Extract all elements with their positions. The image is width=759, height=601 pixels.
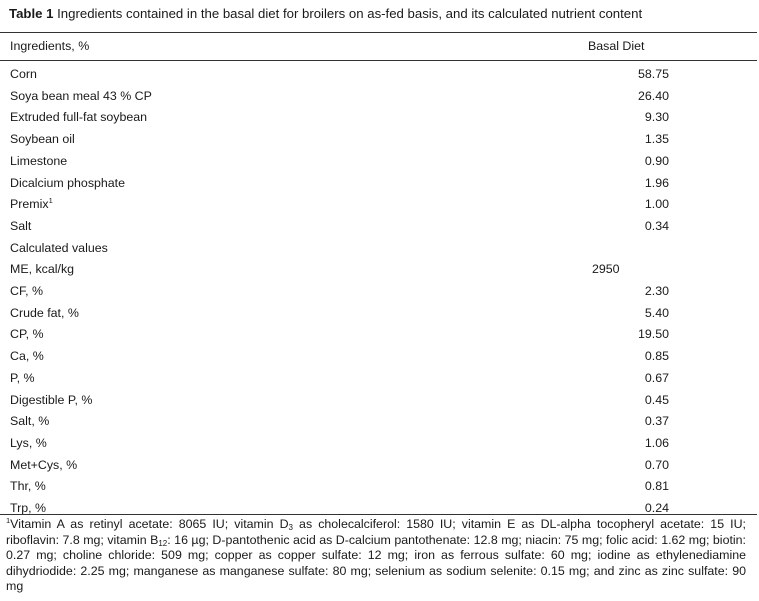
row-label-text: P, % <box>10 370 35 385</box>
row-value: 5.40 <box>644 305 669 320</box>
row-label <box>10 413 49 429</box>
row-value: 0.70 <box>644 457 669 472</box>
row-label-text: Trp, % <box>10 501 47 515</box>
row-label <box>10 175 125 191</box>
table-title: Ingredients contained in the basal diet for broilers on as-fed basis, and its calculated nutrient content <box>53 6 643 21</box>
row-value: 2950 <box>592 262 620 277</box>
row-label <box>10 261 74 277</box>
table-row <box>0 240 757 262</box>
row-value: 9.30 <box>644 110 669 125</box>
row-label <box>10 218 31 234</box>
row-value: 19.50 <box>637 327 669 342</box>
row-value: 0.81 <box>644 479 669 494</box>
row-label-text: Soya bean meal 43 % CP <box>10 88 152 103</box>
header-basal-diet: Basal Diet <box>588 39 645 53</box>
row-label <box>10 196 53 212</box>
row-value: 1.96 <box>644 175 669 190</box>
row-value: 1.35 <box>644 132 669 147</box>
row-label-text: Digestible P, % <box>10 392 93 407</box>
table-row <box>0 153 757 175</box>
row-label <box>10 153 67 169</box>
row-label-text: Crude fat, % <box>10 305 79 320</box>
row-label-text: Limestone <box>10 153 68 168</box>
row-label <box>10 88 152 104</box>
footnote-ref: 1 <box>48 196 53 206</box>
row-label-text: Dicalcium phosphate <box>10 175 126 190</box>
row-label-text: Premix <box>10 197 49 212</box>
table-row <box>0 109 757 131</box>
row-label-text: ME, kcal/kg <box>10 262 75 277</box>
row-label <box>10 283 43 299</box>
footnote-sub-d3: 3 <box>288 523 293 532</box>
table-row <box>0 435 757 457</box>
row-value: 2.30 <box>644 284 669 298</box>
row-value: 0.67 <box>644 370 669 385</box>
row-value: 1.00 <box>644 197 669 212</box>
row-label-text: CF, % <box>10 284 44 298</box>
row-value: 0.85 <box>644 349 669 364</box>
footnote-part-2: as cholecalciferol: 1580 IU; vitamin E as DL-alpha tocopheryl acetate: 15 IU; riboflavin: 7.8 mg; vitamin B <box>6 517 746 547</box>
row-label <box>10 370 35 386</box>
row-label-text: Salt, % <box>10 414 50 429</box>
table-row <box>0 196 757 218</box>
header-rule <box>0 60 757 61</box>
footnote-part-3: : 16 µg; D-pantothenic acid as D-calcium pantothenate: 12.8 mg; niacin: 75 mg; folic acid: 1.62 mg; biotin: 0.27 mg; choline chloride: 509 mg; copper as copper sulfate: 12 mg; iron as ferrous sulfate: 60 mg; iodine as ethylenediamine dihydriodide: 2.25 mg; manganese as manganese sulfate: 80 mg; selenium as sodium selenite: 0.15 mg; and zinc as zinc sulfate: 90 mg <box>6 532 746 594</box>
footnote-sub-b12: 12 <box>158 538 168 548</box>
bottom-rule <box>0 514 757 515</box>
row-value: 1.06 <box>644 435 669 450</box>
row-label-text: Salt <box>10 218 32 233</box>
row-label-text: Soybean oil <box>10 132 75 147</box>
row-value: 0.34 <box>644 218 669 233</box>
top-rule <box>0 32 757 33</box>
row-label-text: Thr, % <box>10 479 46 494</box>
table-row <box>0 218 757 240</box>
table-row <box>0 131 757 153</box>
row-label <box>10 392 92 408</box>
row-label <box>10 457 77 473</box>
row-value: 26.40 <box>637 88 669 103</box>
header-ingredients: Ingredients, % <box>10 39 90 53</box>
row-label-text: Calculated values <box>10 240 108 255</box>
table-row <box>0 261 757 283</box>
row-label <box>10 326 44 342</box>
footnote-part-1: Vitamin A as retinyl acetate: 8065 IU; vitamin D <box>10 517 289 531</box>
table-row <box>0 413 757 435</box>
row-label <box>10 66 37 82</box>
row-label <box>10 435 47 451</box>
row-label-text: CP, % <box>10 327 44 342</box>
footnote-marker: 1 <box>6 516 11 525</box>
table-row <box>0 66 757 88</box>
table-row <box>0 326 757 348</box>
table-row <box>0 370 757 392</box>
table-footnote <box>6 517 746 595</box>
row-label <box>10 348 44 364</box>
row-label-text: Corn <box>10 67 37 81</box>
table-row <box>0 283 757 305</box>
table-row <box>0 392 757 414</box>
row-value: 0.24 <box>644 501 669 515</box>
table-label: Table 1 <box>9 6 54 21</box>
table-row <box>0 88 757 110</box>
row-label <box>10 478 46 494</box>
row-label <box>10 305 79 321</box>
row-label <box>10 109 147 125</box>
table-row <box>0 175 757 197</box>
table-row <box>0 348 757 370</box>
table-row <box>0 305 757 327</box>
row-value: 0.90 <box>644 153 669 168</box>
row-label-text: Lys, % <box>10 435 47 450</box>
row-value: 0.45 <box>644 392 669 407</box>
row-label <box>10 131 75 147</box>
row-label-text: Met+Cys, % <box>10 457 78 472</box>
row-label-text: Extruded full-fat soybean <box>10 110 148 125</box>
row-label <box>10 240 108 256</box>
table-caption <box>9 6 754 22</box>
row-label-text: Ca, % <box>10 349 44 364</box>
row-value: 0.37 <box>644 414 669 429</box>
table-row <box>0 457 757 479</box>
table-row <box>0 478 757 500</box>
row-value: 58.75 <box>637 67 669 81</box>
